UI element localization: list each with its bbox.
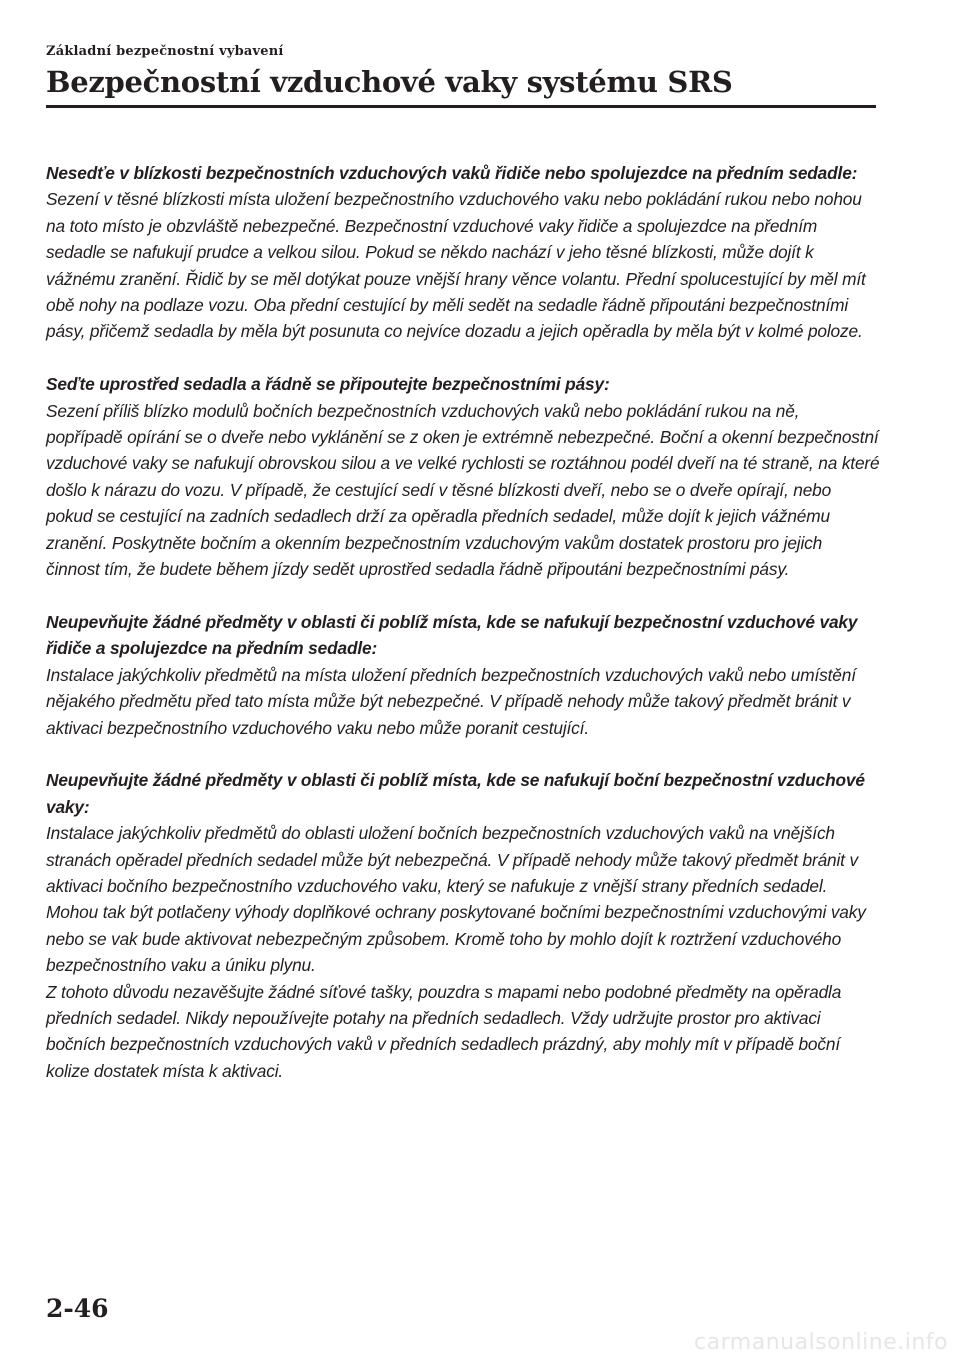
warnings-content: [46, 160, 880, 1111]
page-header: [46, 44, 876, 108]
warning-paragraph: Z tohoto důvodu nezavěšujte žádné síťové tašky, pouzdra s mapami nebo podobné předměty na opěradla předních sedadel. Nikdy nepoužívejte potahy na předních sedadlech. Vždy udržujte prostor pro aktivaci bočních bezpečnostních vzduchových vaků v předních sedadlech prázdný, aby mohly mít v případě boční kolize dostatek místa k aktivaci.: [46, 981, 842, 1081]
warning-heading: Neupevňujte žádné předměty v oblasti či poblíž místa, kde se nafukují boční bezpečnostní vzduchové vaky:: [46, 770, 865, 817]
watermark: carmanualsonline.info: [694, 1330, 948, 1355]
section-label: Základní bezpečnostní vybavení: [46, 44, 284, 59]
page-title: Bezpečnostní vzduchové vaky systému SRS: [46, 65, 733, 99]
warning-heading: Nesedťe v blízkosti bezpečnostních vzduchových vaků řidiče nebo spolujezdce na předním sedadle:: [46, 163, 858, 183]
warning-paragraph: Sezení příliš blízko modulů bočních bezpečnostních vzduchových vaků nebo pokládání rukou na ně, popřípadě opírání se o dveře nebo vyklánění se z oken je extrémně nebezpečné. Boční a okenní bezpečnostní vzduchové vaky se nafukují obrovskou silou a ve velké rychlosti se roztáhnou podél dveří na té straně, na které došlo k nárazu do vozu. V případě, že cestující sedí v těsné blízkosti dveří, nebo se o dveře opírají, nebo pokud se cestující na zadních sedadlech drží za opěradla předních sedadel, může dojít k jejich vážnému zranění. Poskytněte bočním a okenním bezpečnostním vzduchovým vakům dostatek prostoru pro jejich činnost tím, že budete během jízdy sedět uprostřed sedadla řádně připoutáni bezpečnostními pásy.: [46, 400, 880, 580]
warning-paragraph: Sezení v těsné blízkosti místa uložení bezpečnostního vzduchového vaku nebo pokládání rukou nebo nohou na toto místo je obzvláště nebezpečné. Bezpečnostní vzduchové vaky řidiče a spolujezdce na předním sedadle se nafukují prudce a velkou silou. Pokud se někdo nachází v jeho těsné blízkosti, může dojít k vážnému zranění. Řidič by se měl dotýkat pouze vnější hrany věnce volantu. Přední spolucestující by měl mít obě nohy na podlaze vozu. Oba přední cestující by měli sedět na sedadle řádně připoutáni bezpečnostními pásy, přičemž sedadla by měla být posunuta co nejvíce dozadu a jejich opěradla by měla být v kolmé poloze.: [46, 189, 866, 342]
warning-block: [46, 767, 880, 1084]
warning-paragraph: Instalace jakýchkoliv předmětů do oblasti uložení bočních bezpečnostních vzduchových vaků na vnějších stranách opěradel předních sedadel může být nebezpečná. V případě nehody může takový předmět bránit v aktivaci bočního bezpečnostního vzduchového vaku, který se nafukuje z vnější strany předních sedadel. Mohou tak být potlačeny výhody doplňkové ochrany poskytované bočními bezpečnostními vzduchovými vaky nebo se vak bude aktivovat nebezpečným způsobem. Kromě toho by mohlo dojít k roztržení vzduchového bezpečnostního vaku a úniku plynu.: [46, 823, 866, 976]
warning-block: [46, 371, 880, 582]
page-number: 2-46: [46, 1294, 109, 1323]
warning-heading: Seďte uprostřed sedadla a řádně se připoutejte bezpečnostními pásy:: [46, 374, 610, 395]
warning-block: [46, 160, 880, 345]
title-rule: [46, 105, 876, 108]
warning-paragraph: Instalace jakýchkoliv předmětů na místa uložení předních bezpečnostních vzduchových vaků nebo umístění nějakého předmětu před tato místa může být nebezpečné. V případě nehody může takový předmět bránit v aktivaci bezpečnostního vzduchového vaku nebo může poranit cestující.: [46, 664, 856, 738]
warning-heading: Neupevňujte žádné předměty v oblasti či poblíž místa, kde se nafukují bezpečnostní vzduchové vaky řidiče a spolujezdce na předním sedadle:: [46, 611, 858, 659]
warning-block: [46, 609, 880, 741]
